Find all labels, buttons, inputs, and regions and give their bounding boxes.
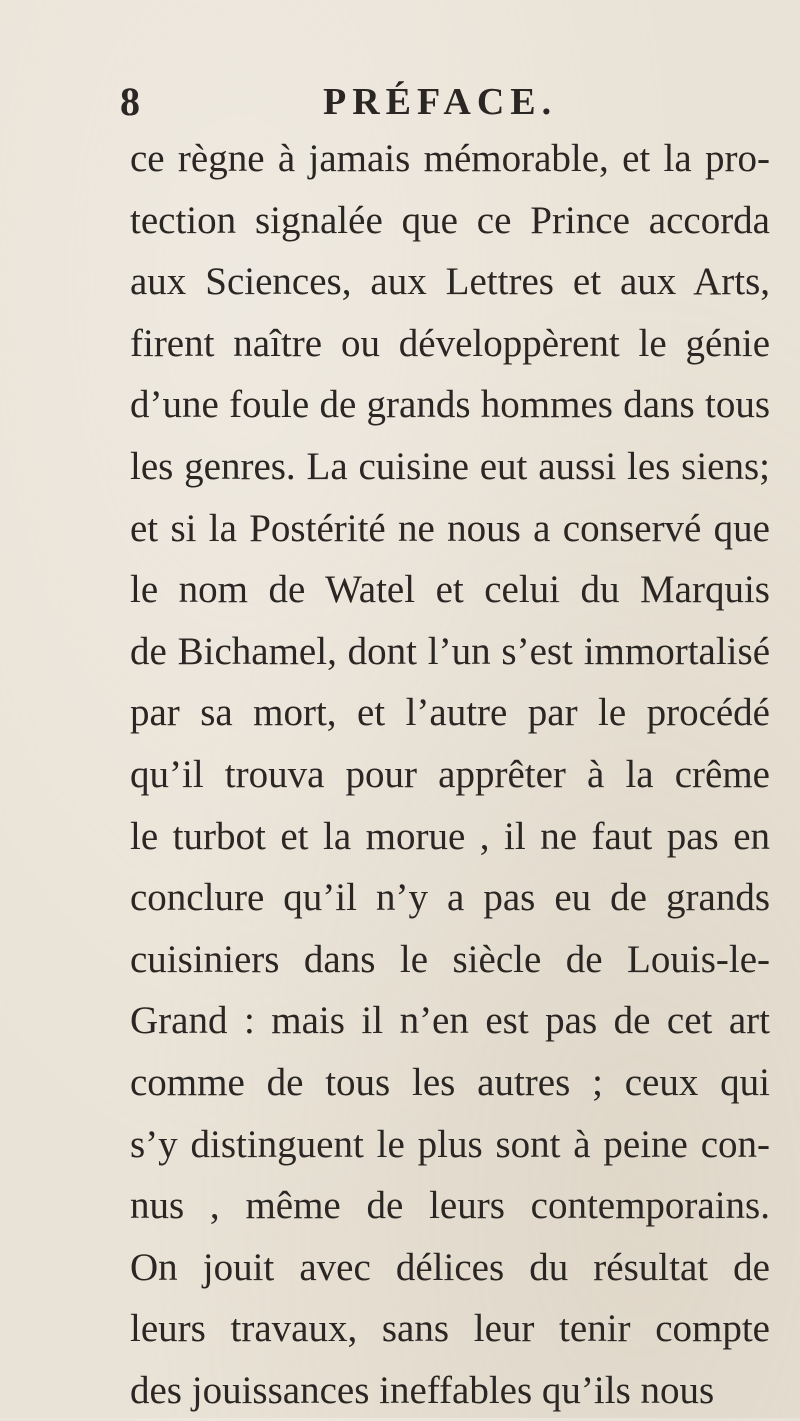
page-number: 8 bbox=[120, 79, 140, 124]
text-line: conclure qu’il n’y a pas eu de grands bbox=[130, 876, 770, 920]
text-line: cuisiniers dans le siècle de Louis-le- bbox=[130, 937, 770, 981]
text-line: leurs travaux, sans leur tenir compte bbox=[130, 1307, 770, 1351]
text-line: comme de tous les autres ; ceux qui bbox=[130, 1060, 770, 1104]
body-text bbox=[130, 128, 770, 1421]
text-line: nus , même de leurs contemporains. bbox=[130, 1184, 770, 1228]
text-line: d’une foule de grands hommes dans tous bbox=[130, 383, 770, 427]
text-line: le turbot et la morue , il ne faut pas en bbox=[130, 814, 770, 858]
running-title: PRÉFACE. bbox=[323, 81, 558, 123]
text-line: ce règne à jamais mémorable, et la pro- bbox=[130, 137, 770, 180]
text-line: firent naître ou développèrent le génie bbox=[130, 321, 770, 365]
page-header bbox=[120, 72, 760, 132]
text-line: par sa mort, et l’autre par le procédé bbox=[130, 691, 770, 735]
text-line: aux Sciences, aux Lettres et aux Arts, bbox=[130, 260, 770, 304]
text-line: On jouit avec délices du résultat de bbox=[130, 1245, 770, 1289]
text-line: de Bichamel, dont l’un s’est immortalisé bbox=[130, 629, 770, 673]
text-line: qu’il trouva pour apprêter à la crême bbox=[130, 752, 770, 796]
text-line: s’y distinguent le plus sont à peine con- bbox=[130, 1122, 770, 1166]
text-line: les genres. La cuisine eut aussi les siens; bbox=[130, 444, 770, 488]
text-line: tection signalée que ce Prince accorda bbox=[130, 198, 770, 242]
text-line: des jouissances ineffables qu’ils nous bbox=[130, 1368, 715, 1412]
text-line: Grand : mais il n’en est pas de cet art bbox=[130, 999, 770, 1043]
text-line: et si la Postérité ne nous a conservé que bbox=[130, 506, 770, 550]
text-line: le nom de Watel et celui du Marquis bbox=[130, 568, 770, 612]
